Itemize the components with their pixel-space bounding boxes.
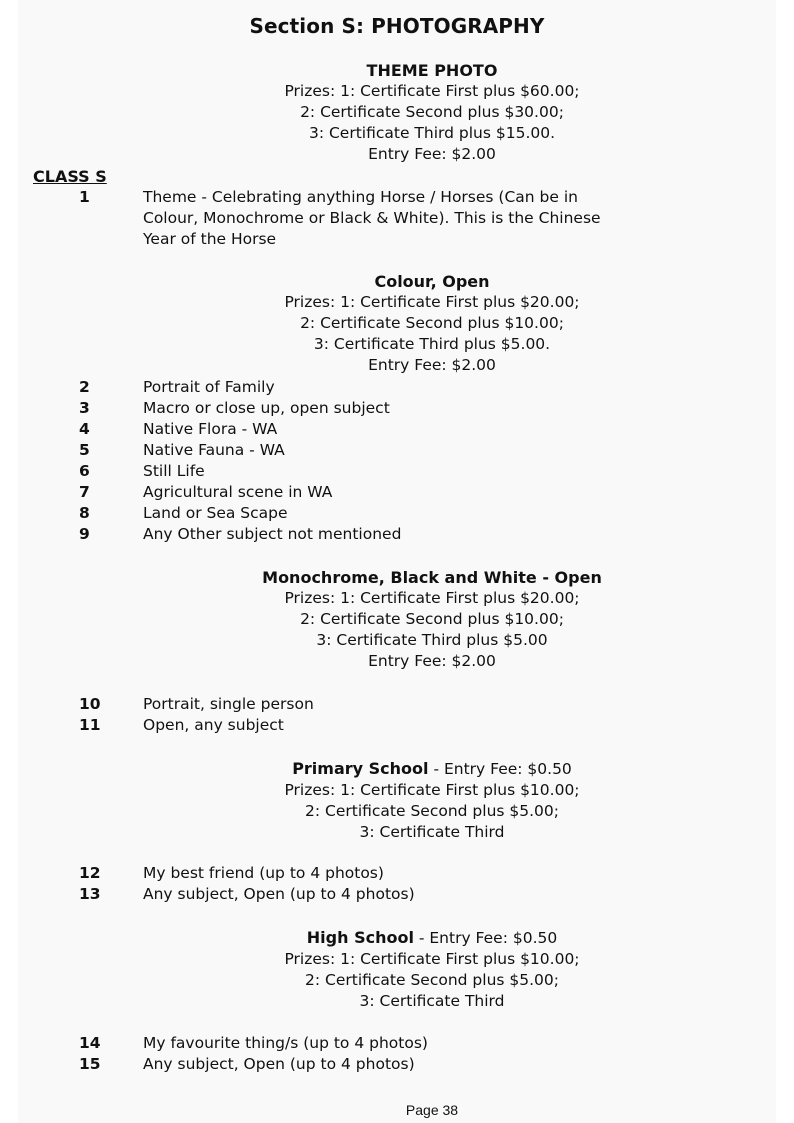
class-description: Portrait, single person <box>143 695 314 713</box>
prize-line: Prizes: 1: Certificate First plus $10.00; <box>284 950 580 968</box>
class-number: 9 <box>79 525 90 543</box>
high-school-entry-fee: - Entry Fee: $0.50 <box>413 929 558 947</box>
class-number: 15 <box>79 1055 101 1073</box>
class-number: 4 <box>79 420 90 438</box>
prize-line: 2: Certificate Second plus $10.00; <box>300 314 564 332</box>
class-description: My best friend (up to 4 photos) <box>143 864 384 882</box>
colour-open-block <box>0 271 794 376</box>
prize-line: Prizes: 1: Certificate First plus $20.00; <box>284 589 580 607</box>
class-number: 14 <box>79 1034 101 1052</box>
monochrome-block <box>0 567 794 672</box>
class-description: Macro or close up, open subject <box>143 399 390 417</box>
entry-fee-line: Entry Fee: $2.00 <box>368 145 496 163</box>
prize-line: 3: Certificate Third <box>359 992 505 1010</box>
section-title: Section S: PHOTOGRAPHY <box>249 14 545 38</box>
primary-school-block <box>0 758 794 843</box>
prize-line: Prizes: 1: Certificate First plus $10.00; <box>284 781 580 799</box>
prize-line: Prizes: 1: Certificate First plus $20.00; <box>284 293 580 311</box>
class-number: 11 <box>79 716 101 734</box>
colour-open-heading: Colour, Open <box>374 272 490 291</box>
class-number: 13 <box>79 885 101 903</box>
class-description <box>143 187 703 250</box>
class-description: Land or Sea Scape <box>143 504 288 522</box>
description-line: Colour, Monochrome or Black & White). This is the Chinese <box>143 209 601 227</box>
description-line: Year of the Horse <box>143 230 277 248</box>
class-description: Agricultural scene in WA <box>143 483 333 501</box>
primary-school-title: Primary School <box>292 759 429 778</box>
description-line: Theme - Celebrating anything Horse / Horses (Can be in <box>143 188 578 206</box>
prize-line: 2: Certificate Second plus $10.00; <box>300 610 564 628</box>
class-number: 5 <box>79 441 90 459</box>
class-description: Native Fauna - WA <box>143 441 285 459</box>
class-description: My favourite thing/s (up to 4 photos) <box>143 1034 428 1052</box>
high-school-block <box>0 927 794 1012</box>
prize-line: 3: Certificate Third <box>359 823 505 841</box>
class-number: 3 <box>79 399 90 417</box>
class-description: Any Other subject not mentioned <box>143 525 402 543</box>
class-description: Any subject, Open (up to 4 photos) <box>143 1055 415 1073</box>
class-number: 1 <box>79 188 90 206</box>
class-number: 2 <box>79 378 90 396</box>
class-description: Still Life <box>143 462 205 480</box>
prize-line: 2: Certificate Second plus $30.00; <box>300 103 564 121</box>
class-description: Portrait of Family <box>143 378 275 396</box>
class-description: Native Flora - WA <box>143 420 278 438</box>
class-number: 12 <box>79 864 101 882</box>
prize-line: 3: Certificate Third plus $15.00. <box>308 124 556 142</box>
prize-line: Prizes: 1: Certificate First plus $60.00; <box>284 82 580 100</box>
monochrome-heading: Monochrome, Black and White - Open <box>262 568 602 587</box>
primary-school-heading <box>0 758 794 780</box>
class-description: Open, any subject <box>143 716 284 734</box>
entry-fee-line: Entry Fee: $2.00 <box>368 356 496 374</box>
theme-photo-heading: THEME PHOTO <box>366 61 498 80</box>
theme-photo-block <box>0 60 794 165</box>
high-school-title: High School <box>306 928 414 947</box>
prize-line: 2: Certificate Second plus $5.00; <box>305 802 559 820</box>
page-number: Page 38 <box>405 1102 459 1118</box>
high-school-heading <box>0 927 794 949</box>
class-number: 10 <box>79 695 101 713</box>
entry-fee-line: Entry Fee: $2.00 <box>368 652 496 670</box>
class-number: 6 <box>79 462 90 480</box>
prize-line: 3: Certificate Third plus $5.00 <box>316 631 548 649</box>
class-number: 7 <box>79 483 90 501</box>
class-label: CLASS S <box>33 167 107 186</box>
prize-line: 3: Certificate Third plus $5.00. <box>313 335 551 353</box>
prize-line: 2: Certificate Second plus $5.00; <box>305 971 559 989</box>
primary-school-entry-fee: - Entry Fee: $0.50 <box>428 760 572 778</box>
class-number: 8 <box>79 504 90 522</box>
class-description: Any subject, Open (up to 4 photos) <box>143 885 415 903</box>
